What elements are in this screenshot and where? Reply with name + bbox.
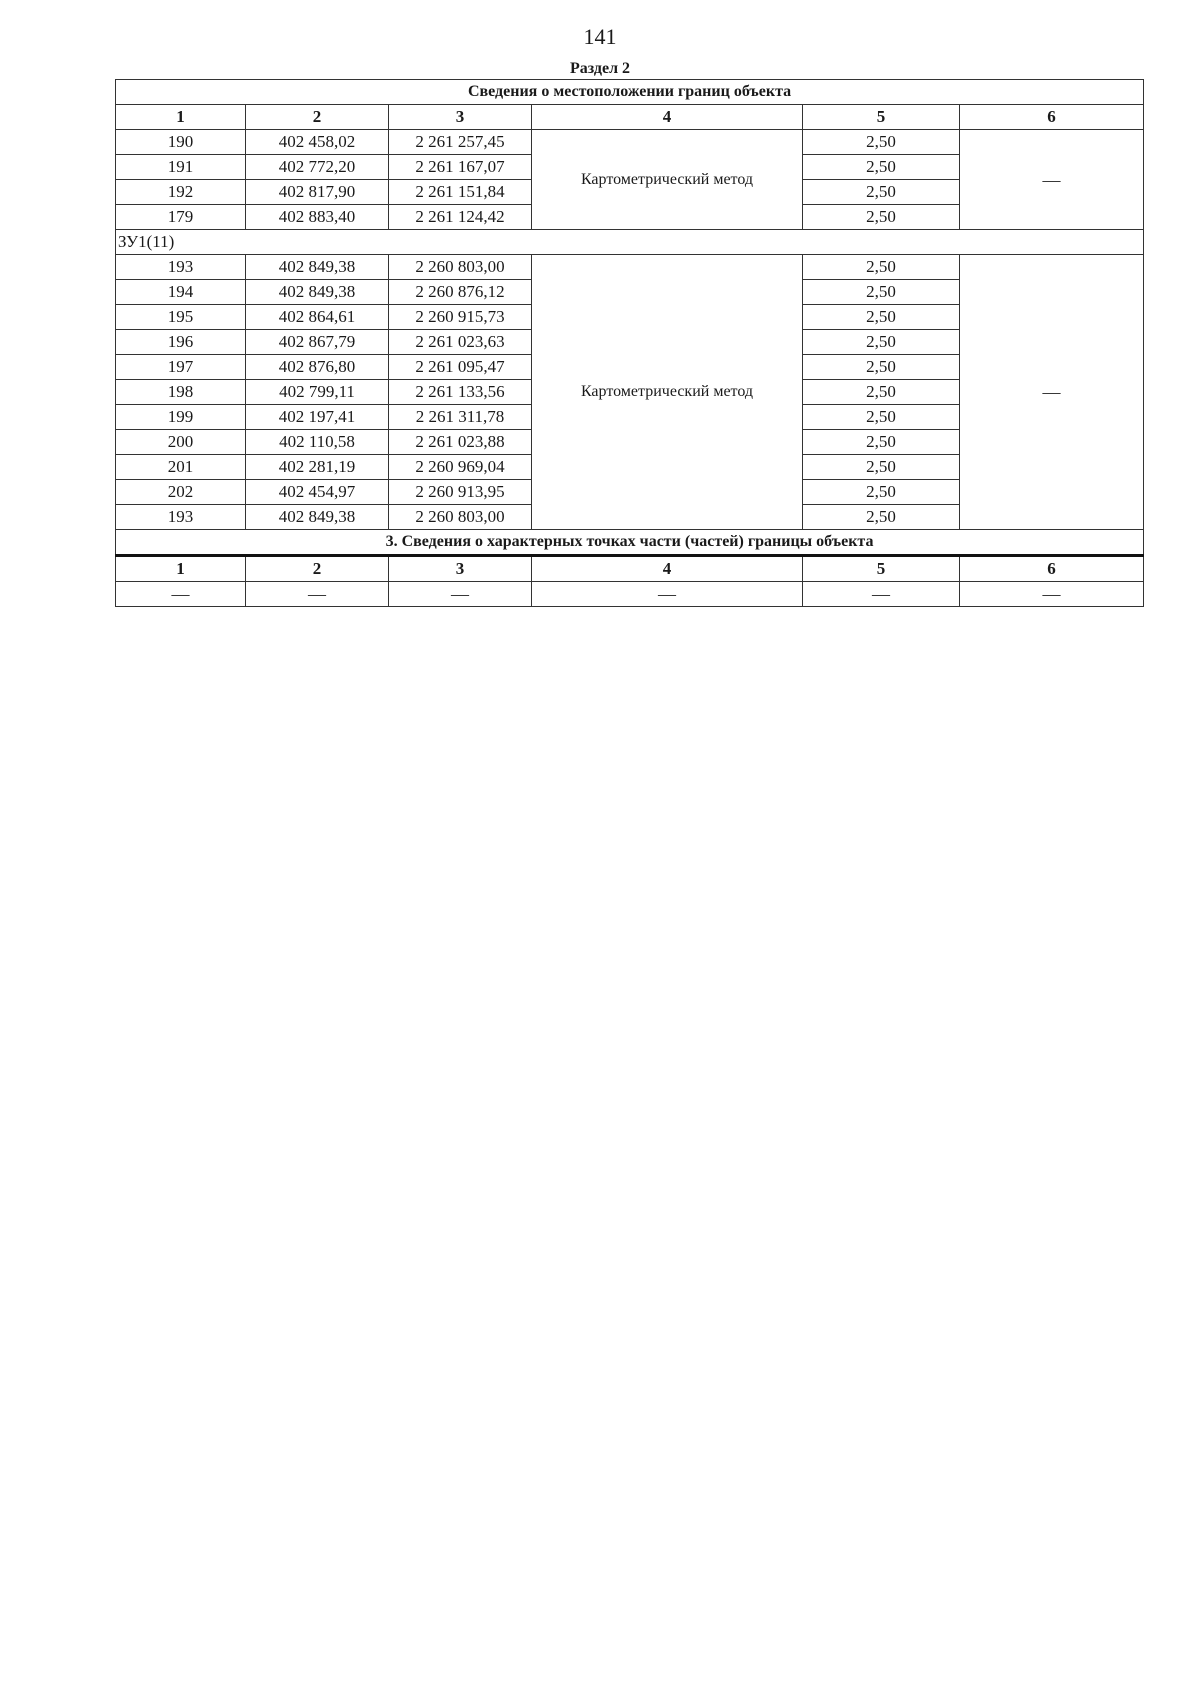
x-coordinate-cell: 402 772,20: [246, 155, 389, 180]
subheading-row: [116, 230, 1144, 255]
x-coordinate-cell: 402 197,41: [246, 405, 389, 430]
column-number: 6: [960, 556, 1144, 582]
table-heading: Сведения о местоположении границ объекта: [116, 80, 1144, 105]
y-coordinate-cell: 2 261 023,88: [389, 430, 532, 455]
point-number-cell: 202: [116, 480, 246, 505]
section3-column-numbers-row: [116, 556, 1144, 582]
x-coordinate-cell: 402 817,90: [246, 180, 389, 205]
accuracy-cell: 2,50: [803, 355, 960, 380]
dash-cell: —: [960, 582, 1144, 607]
accuracy-cell: 2,50: [803, 330, 960, 355]
x-coordinate-cell: 402 867,79: [246, 330, 389, 355]
point-number-cell: 200: [116, 430, 246, 455]
x-coordinate-cell: 402 883,40: [246, 205, 389, 230]
boundary-coordinates-table: [115, 79, 1144, 607]
accuracy-cell: 2,50: [803, 130, 960, 155]
land-plot-subheading: ЗУ1(11): [116, 230, 1144, 255]
column-number: 1: [116, 105, 246, 130]
y-coordinate-cell: 2 261 133,56: [389, 380, 532, 405]
column-number: 6: [960, 105, 1144, 130]
accuracy-cell: 2,50: [803, 155, 960, 180]
y-coordinate-cell: 2 260 876,12: [389, 280, 532, 305]
y-coordinate-cell: 2 260 969,04: [389, 455, 532, 480]
point-number-cell: 194: [116, 280, 246, 305]
y-coordinate-cell: 2 261 311,78: [389, 405, 532, 430]
dash-cell: —: [116, 582, 246, 607]
y-coordinate-cell: 2 261 124,42: [389, 205, 532, 230]
accuracy-cell: 2,50: [803, 505, 960, 530]
point-number-cell: 190: [116, 130, 246, 155]
accuracy-cell: 2,50: [803, 205, 960, 230]
accuracy-cell: 2,50: [803, 480, 960, 505]
y-coordinate-cell: 2 260 913,95: [389, 480, 532, 505]
point-number-cell: 195: [116, 305, 246, 330]
accuracy-cell: 2,50: [803, 280, 960, 305]
x-coordinate-cell: 402 864,61: [246, 305, 389, 330]
y-coordinate-cell: 2 261 167,07: [389, 155, 532, 180]
section3-heading-row: [116, 530, 1144, 556]
x-coordinate-cell: 402 849,38: [246, 505, 389, 530]
point-number-cell: 193: [116, 255, 246, 280]
column-number: 3: [389, 105, 532, 130]
point-number-cell: 193: [116, 505, 246, 530]
dash-cell: —: [246, 582, 389, 607]
dash-cell: —: [803, 582, 960, 607]
section3-row: [116, 582, 1144, 607]
accuracy-cell: 2,50: [803, 380, 960, 405]
page-number: 141: [583, 24, 617, 49]
column-number: 4: [532, 556, 803, 582]
x-coordinate-cell: 402 110,58: [246, 430, 389, 455]
y-coordinate-cell: 2 260 803,00: [389, 505, 532, 530]
y-coordinate-cell: 2 260 803,00: [389, 255, 532, 280]
point-number-cell: 201: [116, 455, 246, 480]
method-cell: Картометрический метод: [532, 255, 803, 530]
y-coordinate-cell: 2 261 095,47: [389, 355, 532, 380]
x-coordinate-cell: 402 454,97: [246, 480, 389, 505]
column-numbers-row: [116, 105, 1144, 130]
table-row: [116, 255, 1144, 280]
point-number-cell: 197: [116, 355, 246, 380]
y-coordinate-cell: 2 261 023,63: [389, 330, 532, 355]
section-title: Раздел 2: [569, 60, 631, 77]
point-number-cell: 192: [116, 180, 246, 205]
x-coordinate-cell: 402 281,19: [246, 455, 389, 480]
method-cell: Картометрический метод: [532, 130, 803, 230]
y-coordinate-cell: 2 260 915,73: [389, 305, 532, 330]
accuracy-cell: 2,50: [803, 455, 960, 480]
point-number-cell: 196: [116, 330, 246, 355]
point-number-cell: 191: [116, 155, 246, 180]
x-coordinate-cell: 402 458,02: [246, 130, 389, 155]
x-coordinate-cell: 402 849,38: [246, 280, 389, 305]
table-heading-row: [116, 80, 1144, 105]
dash-cell: —: [389, 582, 532, 607]
accuracy-cell: 2,50: [803, 430, 960, 455]
point-number-cell: 198: [116, 380, 246, 405]
x-coordinate-cell: 402 849,38: [246, 255, 389, 280]
column-number: 4: [532, 105, 803, 130]
dash-cell: —: [532, 582, 803, 607]
column-number: 5: [803, 556, 960, 582]
x-coordinate-cell: 402 799,11: [246, 380, 389, 405]
column-number: 1: [116, 556, 246, 582]
accuracy-cell: 2,50: [803, 180, 960, 205]
y-coordinate-cell: 2 261 257,45: [389, 130, 532, 155]
accuracy-cell: 2,50: [803, 405, 960, 430]
description-cell: —: [960, 130, 1144, 230]
column-number: 5: [803, 105, 960, 130]
point-number-cell: 199: [116, 405, 246, 430]
column-number: 2: [246, 105, 389, 130]
x-coordinate-cell: 402 876,80: [246, 355, 389, 380]
column-number: 2: [246, 556, 389, 582]
section3-heading: 3. Сведения о характерных точках части (частей) границы объекта: [116, 530, 1144, 556]
description-cell: —: [960, 255, 1144, 530]
column-number: 3: [389, 556, 532, 582]
accuracy-cell: 2,50: [803, 305, 960, 330]
table-row: [116, 130, 1144, 155]
point-number-cell: 179: [116, 205, 246, 230]
y-coordinate-cell: 2 261 151,84: [389, 180, 532, 205]
accuracy-cell: 2,50: [803, 255, 960, 280]
